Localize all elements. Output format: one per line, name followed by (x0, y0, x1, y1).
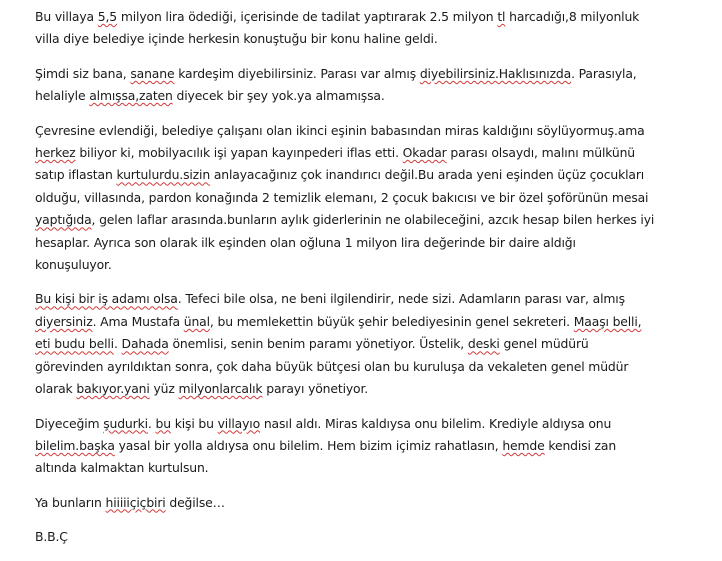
text-run: konuşuluyor. (35, 257, 112, 273)
text-line (35, 85, 711, 107)
text-line (35, 254, 711, 276)
text-run: anlayacağınız çok inandırıcı değil.Bu arada yeni eşinden üçüz çocukları (210, 167, 645, 183)
text-line (35, 6, 711, 28)
text-run: Bu villaya (35, 9, 98, 24)
text-run: B.B.Ç (35, 529, 68, 545)
text-run: Ya bunların (35, 494, 106, 510)
text-run: biliyor ki, mobilyacılık işi yapan kayınpederi iflas etti. (75, 145, 403, 161)
paragraph (35, 120, 711, 277)
text-line (35, 187, 711, 209)
text-line (35, 28, 711, 50)
text-line (35, 356, 711, 378)
text-run: . Tefeci bile olsa, ne beni ilgilendirir, nede sizi. Adamların parası var, almış (177, 291, 625, 307)
misspelled-word: diyebilirsiniz.Haklısınızda (419, 65, 572, 81)
text-run: kendisi zan (544, 437, 617, 453)
text-line (35, 63, 711, 85)
paragraph (35, 413, 711, 480)
misspelled-word: milyonlarcalık (178, 381, 263, 397)
text-run: genel müdürü (499, 336, 589, 352)
paragraph (35, 6, 711, 51)
document-body (35, 6, 711, 561)
text-line (35, 311, 711, 333)
text-line (35, 333, 711, 355)
text-line (35, 413, 711, 435)
text-run: olarak (35, 381, 77, 397)
text-run: nasıl aldı. Miras kaldıysa onu bilelim. Krediyle aldıysa onu (260, 415, 612, 431)
misspelled-word: almışsa,zaten (89, 88, 173, 104)
text-run: Şimdi siz bana, (35, 65, 131, 81)
text-run: kişi bu (170, 415, 218, 431)
text-run: helaliyle (35, 88, 90, 104)
text-line (35, 526, 711, 548)
text-line (35, 232, 711, 254)
text-run: diyecek bir şey yok.ya almamışsa. (172, 88, 385, 104)
text-run: Çevresine evlendiği, belediye çalışanı olan ikinci eşinin babasından miras kaldığını söylüyormuş.ama (35, 122, 645, 138)
text-run: yasal bir yolla aldıysa onu bilelim. Hem bizim içimiz rahatlasın, (114, 437, 503, 453)
text-run: , bu memlekettin büyük şehir belediyesinin genel sekreteri. (209, 313, 574, 329)
paragraph (35, 492, 711, 514)
text-run: önemlisi, senin benim paramı yönetiyor. Üstelik, (168, 336, 468, 352)
text-run: görevinden ayrıldıktan sonra, çok daha büyük bütçesi olan bu kuruluşa da vekaleten genel müdür (35, 358, 629, 374)
misspelled-word: 5,5 (97, 9, 118, 24)
misspelled-word: yaptığıda (35, 212, 92, 228)
text-line (35, 164, 711, 186)
text-run: villa diye belediye içinde herkesin konuştuğu bir konu haline geldi. (35, 31, 438, 47)
text-run: parayı yönetiyor. (262, 381, 369, 397)
text-run: milyon lira ödediği, içerisinde de tadilat yaptırarak 2.5 milyon (117, 9, 498, 24)
misspelled-word: sanane (130, 65, 175, 81)
text-line (35, 492, 711, 514)
text-line (35, 209, 711, 231)
text-line (35, 142, 711, 164)
misspelled-word: şudurki (103, 415, 148, 431)
misspelled-word: hiiiiiçiçbiri (105, 494, 166, 510)
text-run: , gelen laflar arasında.bunların aylık giderlerinin ne olabileceğini, azcık hesap bilen herkes iyi (91, 212, 655, 228)
text-run: harcadığı,8 milyonluk (505, 9, 640, 24)
paragraph (35, 288, 711, 400)
misspelled-word: villayıo (217, 415, 261, 431)
misspelled-word: Okadar (402, 145, 447, 161)
text-run: . (147, 415, 156, 431)
paragraph (35, 526, 711, 548)
misspelled-word: eti budu belli (35, 336, 114, 352)
misspelled-word: bu (155, 415, 171, 431)
text-line (35, 457, 711, 479)
text-run: olduğu, villasında, pardon konağında 2 temizlik elemanı, 2 çocuk bakıcısı ve bir özel şoförünün mesai (35, 189, 649, 205)
misspelled-word: diyersiniz (35, 313, 93, 329)
misspelled-word: Dahada (121, 336, 169, 352)
misspelled-word: ünal (183, 313, 210, 329)
text-run: kardeşim diyebilirsiniz. Parası var almış (174, 65, 420, 81)
misspelled-word: kurtulurdu.sizin (116, 167, 211, 183)
misspelled-word: herkez (35, 145, 76, 161)
misspelled-word: tl (497, 9, 506, 24)
text-run: değilse… (165, 494, 225, 510)
text-run: . (113, 336, 122, 352)
text-run: yüz (149, 381, 179, 397)
misspelled-word: Bu kişi bir iş adamı olsa (35, 291, 178, 307)
text-run: Diyeceğim (35, 415, 104, 431)
text-line (35, 288, 711, 310)
text-run: altında kalmaktan kurtulsun. (35, 460, 209, 476)
misspelled-word: hemde (502, 437, 545, 453)
text-line (35, 120, 711, 142)
text-run: parası olsaydı, malını mülkünü (446, 145, 636, 161)
misspelled-word: deski (467, 336, 500, 352)
text-line (35, 378, 711, 400)
text-run: satıp iflastan (35, 167, 117, 183)
paragraph (35, 63, 711, 108)
misspelled-word: bilelim.başka (35, 437, 115, 453)
misspelled-word: Maaşı belli, (573, 313, 642, 329)
text-run: . Parasıyla, (571, 65, 637, 81)
misspelled-word: bakıyor.yani (76, 381, 150, 397)
text-run: hesaplar. Ayrıca son olarak ilk eşinden olan oğluna 1 milyon lira değerinde bir daire aldığı (35, 234, 576, 250)
text-line (35, 435, 711, 457)
text-run: . Ama Mustafa (92, 313, 184, 329)
